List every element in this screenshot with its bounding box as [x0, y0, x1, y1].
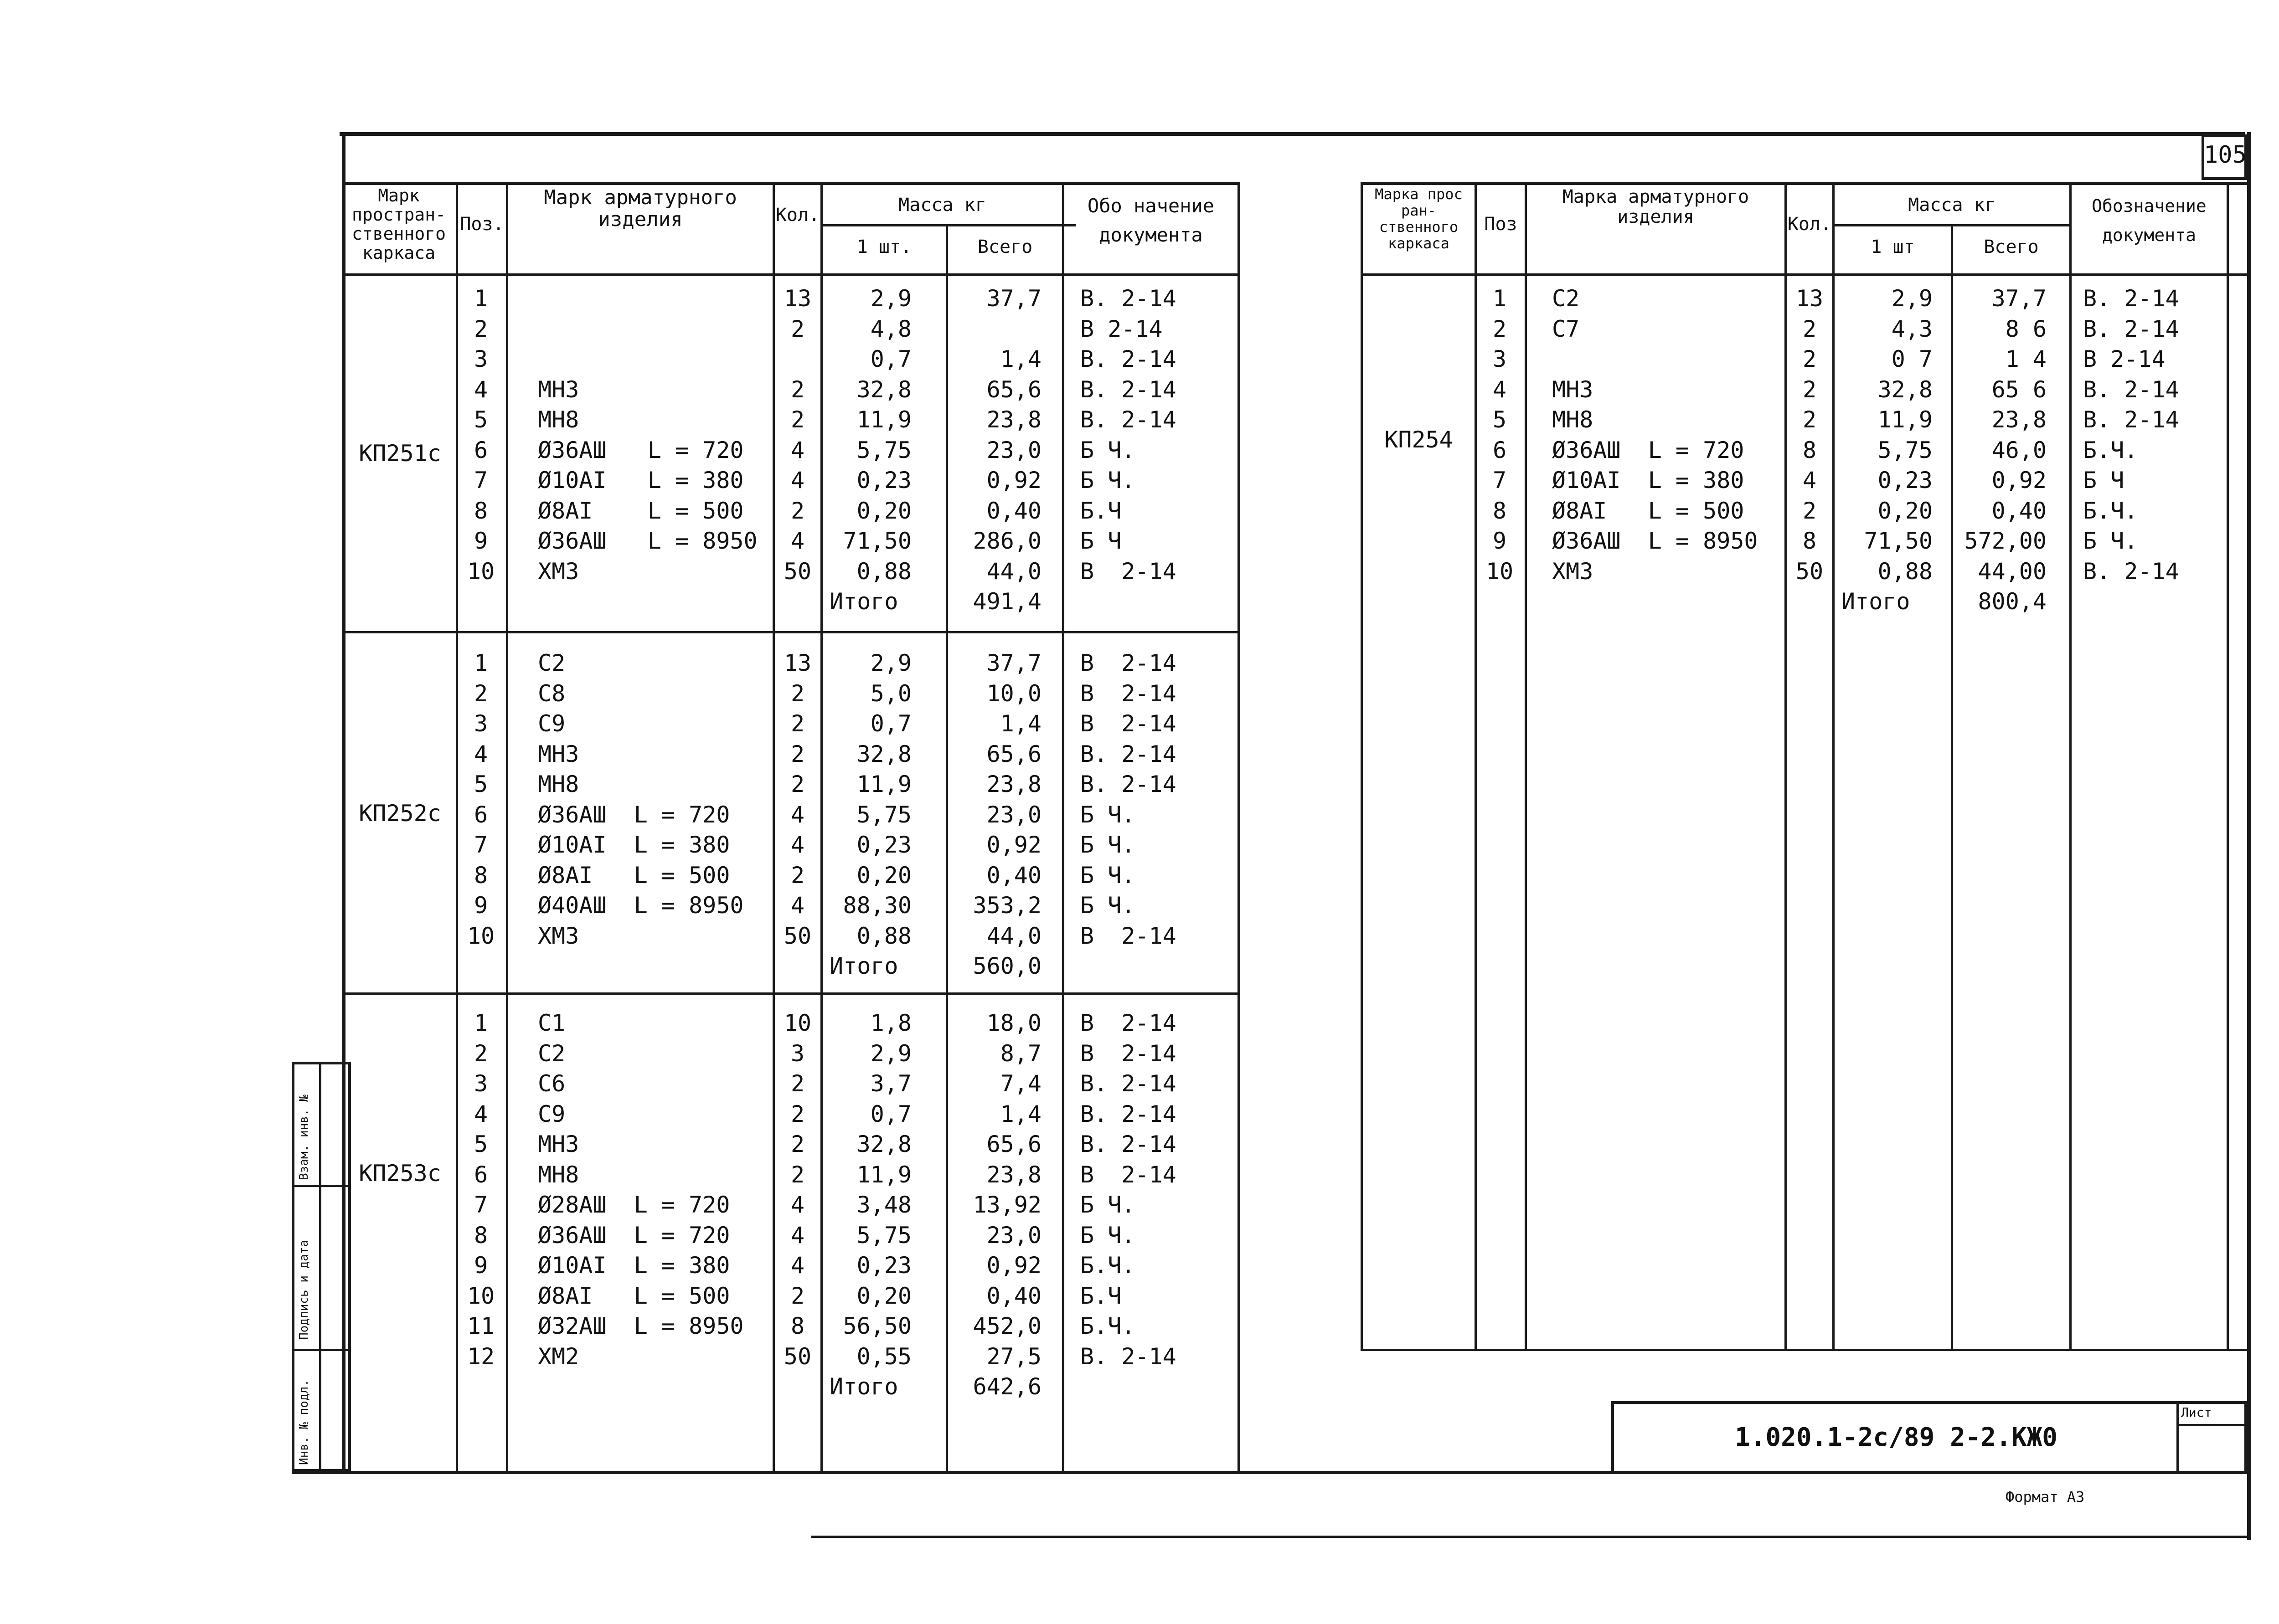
- row-qty: 2: [790, 1131, 805, 1157]
- row-qty: 13: [1795, 285, 1824, 312]
- row-pos: 1: [474, 650, 488, 676]
- row-item: Ø36АШ L = 720: [1552, 437, 1744, 463]
- row-doc: В 2-14: [2083, 346, 2166, 372]
- row-item: Ø32АШ L = 8950: [538, 1313, 744, 1339]
- row-doc: В. 2-14: [1080, 1343, 1176, 1370]
- row-item: С2: [1552, 285, 1580, 312]
- row-pos: 10: [467, 558, 495, 585]
- total-value: 642,6: [973, 1373, 1042, 1400]
- row-item: МН3: [538, 1131, 579, 1157]
- row-doc: В. 2-14: [1080, 740, 1176, 767]
- row-mass-one: 32,8: [1877, 376, 1933, 403]
- row-mass-one: 0,7: [870, 1100, 912, 1127]
- row-doc: Б Ч.: [1080, 832, 1135, 858]
- row-mass-one: 0,88: [856, 558, 912, 585]
- left-header-qty: Кол.: [775, 205, 820, 226]
- row-pos: 1: [1492, 285, 1507, 312]
- row-mass-total: 8,7: [1000, 1040, 1042, 1067]
- row-mass-one: 0,23: [1877, 467, 1933, 493]
- row-mass-one: 5,0: [870, 680, 912, 707]
- row-doc: Б Ч.: [1080, 437, 1135, 463]
- row-mass-total: 1 4: [2005, 346, 2047, 372]
- row-item: ХМ3: [1552, 558, 1593, 585]
- row-qty: 2: [1802, 497, 1817, 524]
- row-doc: Б Ч.: [2083, 528, 2138, 554]
- row-qty: 8: [1802, 528, 1817, 554]
- right-header-mass-one: 1 шт: [1871, 236, 1915, 257]
- row-mass-total: 27,5: [986, 1343, 1042, 1370]
- row-qty: 2: [790, 315, 805, 342]
- frame-bottom-line: [811, 1536, 2247, 1538]
- row-mass-total: 65,6: [986, 1131, 1042, 1157]
- total-value: 491,4: [973, 588, 1042, 615]
- row-doc: В. 2-14: [2083, 315, 2179, 342]
- row-doc: В. 2-14: [1080, 771, 1176, 797]
- row-qty: 2: [790, 497, 805, 524]
- row-qty: 13: [784, 650, 812, 676]
- row-mass-one: 3,7: [870, 1070, 912, 1097]
- row-item: Ø10АI L = 380: [538, 467, 744, 493]
- row-pos: 7: [1492, 467, 1507, 493]
- row-mass-total: 0,40: [986, 497, 1042, 524]
- row-mass-one: 2,9: [1891, 285, 1933, 312]
- row-item: Ø8АI L = 500: [1552, 497, 1744, 524]
- row-doc: В 2-14: [1080, 1010, 1176, 1036]
- row-doc: Б.Ч.: [2083, 497, 2138, 524]
- row-mass-total: 0,40: [986, 1282, 1042, 1309]
- row-mass-total: 37,7: [986, 650, 1042, 676]
- row-qty: 2: [790, 771, 805, 797]
- right-header-doc: Обозначение документа: [2092, 196, 2207, 245]
- row-pos: 3: [474, 710, 488, 737]
- row-mass-one: 0 7: [1891, 346, 1933, 372]
- row-mass-total: 8 6: [2005, 315, 2047, 342]
- row-doc: Б.Ч: [1080, 1282, 1122, 1309]
- row-doc: Б.Ч.: [2083, 437, 2138, 463]
- row-mass-total: 572,00: [1964, 528, 2047, 554]
- group-mark: КП251с: [359, 440, 441, 467]
- row-qty: 4: [790, 528, 805, 554]
- row-pos: 6: [1492, 437, 1507, 463]
- right-header-mass: Масса кг: [1908, 195, 1996, 216]
- total-value: 560,0: [973, 953, 1042, 979]
- row-mass-total: 0,40: [986, 862, 1042, 889]
- row-mass-total: 23,0: [986, 1222, 1042, 1249]
- row-item: Ø36АШ L = 720: [538, 1222, 730, 1249]
- row-mass-total: 286,0: [973, 528, 1042, 554]
- row-qty: 2: [1802, 376, 1817, 403]
- row-mass-one: 0,88: [1877, 558, 1933, 585]
- row-pos: 9: [474, 892, 488, 919]
- row-item: Ø36АШ L = 8950: [1552, 528, 1758, 554]
- row-mass-one: 0,23: [856, 1252, 912, 1279]
- row-pos: 1: [474, 1010, 488, 1036]
- row-pos: 2: [474, 1040, 488, 1067]
- row-mass-total: 353,2: [973, 892, 1042, 919]
- group-mark: КП252с: [359, 800, 441, 827]
- row-pos: 10: [467, 1282, 495, 1309]
- row-doc: В 2-14: [1080, 680, 1176, 707]
- row-mass-one: 2,9: [870, 650, 912, 676]
- row-item: МН8: [538, 1161, 579, 1188]
- row-mass-one: 4,8: [870, 315, 912, 342]
- right-header-item: Марка арматурного изделия: [1562, 186, 1749, 227]
- row-doc: В. 2-14: [1080, 285, 1176, 312]
- row-mass-total: 0,92: [986, 1252, 1042, 1279]
- total-value: 800,4: [1978, 588, 2047, 615]
- right-header-pos: Поз: [1484, 214, 1517, 235]
- row-mass-total: 23,0: [986, 437, 1042, 463]
- row-item: Ø10АI L = 380: [538, 1252, 730, 1279]
- row-qty: 50: [1795, 558, 1824, 585]
- row-doc: Б Ч.: [1080, 801, 1135, 828]
- row-pos: 4: [474, 1100, 488, 1127]
- row-mass-total: 23,8: [986, 1161, 1042, 1188]
- row-doc: В. 2-14: [2083, 558, 2179, 585]
- left-header-mark: Марк простран- ственного каркаса: [352, 185, 446, 263]
- row-doc: В. 2-14: [1080, 346, 1176, 372]
- total-label: Итого: [830, 1373, 898, 1400]
- row-qty: 8: [790, 1313, 805, 1339]
- row-pos: 7: [474, 832, 488, 858]
- row-mass-total: 23,8: [986, 771, 1042, 797]
- row-qty: 2: [790, 1282, 805, 1309]
- row-qty: 2: [790, 680, 805, 707]
- row-doc: Б Ч: [1080, 528, 1122, 554]
- row-qty: 2: [790, 376, 805, 403]
- row-mass-total: 0,92: [986, 467, 1042, 493]
- row-pos: 5: [474, 406, 488, 433]
- row-mass-one: 32,8: [856, 376, 912, 403]
- row-pos: 3: [474, 346, 488, 372]
- row-doc: В. 2-14: [1080, 406, 1176, 433]
- row-doc: В 2-14: [1080, 1161, 1176, 1188]
- row-item: С9: [538, 710, 566, 737]
- row-pos: 5: [474, 771, 488, 797]
- row-item: С2: [538, 1040, 566, 1067]
- row-mass-one: 0,20: [1877, 497, 1933, 524]
- row-item: ХМ3: [538, 922, 579, 949]
- row-mass-one: 32,8: [856, 1131, 912, 1157]
- row-doc: В. 2-14: [2083, 285, 2179, 312]
- row-item: МН3: [538, 376, 579, 403]
- row-mass-total: 0,40: [1991, 497, 2047, 524]
- row-mass-one: 11,9: [856, 771, 912, 797]
- row-doc: В 2-14: [1080, 558, 1176, 585]
- row-qty: 2: [1802, 315, 1817, 342]
- stamp-sign: Подпись и дата: [297, 1239, 311, 1340]
- row-pos: 6: [474, 1161, 488, 1188]
- row-mass-total: 10,0: [986, 680, 1042, 707]
- row-item: Ø8АI L = 500: [538, 497, 744, 524]
- row-pos: 8: [1492, 497, 1507, 524]
- row-pos: 2: [474, 315, 488, 342]
- row-item: С1: [538, 1010, 566, 1036]
- row-mass-total: 0,92: [1991, 467, 2047, 493]
- row-qty: 2: [790, 862, 805, 889]
- row-item: МН3: [538, 740, 579, 767]
- row-mass-one: 0,20: [856, 497, 912, 524]
- row-pos: 10: [467, 922, 495, 949]
- row-mass-total: 7,4: [1000, 1070, 1042, 1097]
- row-item: Ø36АШ L = 720: [538, 437, 744, 463]
- row-mass-one: 0,7: [870, 710, 912, 737]
- row-pos: 9: [474, 1252, 488, 1279]
- row-doc: В 2-14: [1080, 1040, 1176, 1067]
- row-qty: 13: [784, 285, 812, 312]
- row-mass-total: 65 6: [1991, 376, 2047, 403]
- row-pos: 3: [474, 1070, 488, 1097]
- row-doc: Б Ч: [2083, 467, 2124, 493]
- row-mass-total: 37,7: [986, 285, 1042, 312]
- row-mass-total: 37,7: [1991, 285, 2047, 312]
- row-doc: В. 2-14: [2083, 406, 2179, 433]
- row-qty: 2: [790, 710, 805, 737]
- row-mass-total: 44,00: [1978, 558, 2047, 585]
- row-doc: Б Ч.: [1080, 862, 1135, 889]
- row-mass-total: 44,0: [986, 922, 1042, 949]
- row-mass-one: 0,55: [856, 1343, 912, 1370]
- row-pos: 4: [474, 376, 488, 403]
- row-mass-one: 0,88: [856, 922, 912, 949]
- row-item: Ø40АШ L = 8950: [538, 892, 744, 919]
- row-mass-one: 0,23: [856, 832, 912, 858]
- row-mass-total: 23,0: [986, 801, 1042, 828]
- row-qty: 2: [1802, 406, 1817, 433]
- row-item: Ø36АШ L = 8950: [538, 528, 758, 554]
- row-mass-one: 2,9: [870, 1040, 912, 1067]
- row-qty: 4: [790, 1252, 805, 1279]
- row-mass-total: 44,0: [986, 558, 1042, 585]
- row-qty: 2: [790, 406, 805, 433]
- row-doc: Б Ч.: [1080, 1192, 1135, 1218]
- right-header-mass-total: Всего: [1984, 236, 2039, 257]
- row-mass-one: 4,3: [1891, 315, 1933, 342]
- row-doc: Б Ч.: [1080, 892, 1135, 919]
- row-doc: Б.Ч.: [1080, 1252, 1135, 1279]
- frame-right-border: [2247, 132, 2251, 1540]
- row-qty: 2: [790, 1161, 805, 1188]
- row-doc: В. 2-14: [1080, 1100, 1176, 1127]
- frame-top-line: [340, 132, 2245, 136]
- row-qty: 4: [790, 1192, 805, 1218]
- row-qty: 2: [790, 1100, 805, 1127]
- row-mass-total: 65,6: [986, 740, 1042, 767]
- row-mass-one: 11,9: [856, 1161, 912, 1188]
- row-item: Ø8АI L = 500: [538, 862, 730, 889]
- row-mass-one: 0,20: [856, 1282, 912, 1309]
- row-item: С7: [1552, 315, 1580, 342]
- row-qty: 8: [1802, 437, 1817, 463]
- row-mass-total: 452,0: [973, 1313, 1042, 1339]
- row-item: Ø10АI L = 380: [538, 832, 730, 858]
- format-label: Формат А3: [2006, 1488, 2085, 1506]
- row-item: МН8: [1552, 406, 1593, 433]
- right-header-mark: Марка прос ран- ственного каркаса: [1375, 185, 1463, 252]
- row-pos: 10: [1485, 558, 1514, 585]
- row-mass-total: 23,8: [1991, 406, 2047, 433]
- row-pos: 2: [1492, 315, 1507, 342]
- row-doc: В. 2-14: [1080, 376, 1176, 403]
- row-pos: 4: [1492, 376, 1507, 403]
- row-doc: В 2-14: [1080, 710, 1176, 737]
- left-header-mass-one: 1 шт.: [856, 236, 912, 257]
- row-item: ХМ2: [538, 1343, 579, 1370]
- row-item: Ø8АI L = 500: [538, 1282, 730, 1309]
- row-mass-one: 0,7: [870, 346, 912, 372]
- row-item: МН8: [538, 406, 579, 433]
- row-mass-one: 5,75: [856, 801, 912, 828]
- row-mass-one: 0,23: [856, 467, 912, 493]
- row-qty: 2: [1802, 346, 1817, 372]
- row-qty: 4: [1802, 467, 1817, 493]
- row-mass-one: 11,9: [856, 406, 912, 433]
- row-pos: 8: [474, 497, 488, 524]
- row-qty: 4: [790, 1222, 805, 1249]
- row-item: Ø10АI L = 380: [1552, 467, 1744, 493]
- row-qty: 4: [790, 801, 805, 828]
- left-header-mass: Масса кг: [898, 195, 986, 216]
- row-item: С9: [538, 1100, 566, 1127]
- row-pos: 6: [474, 801, 488, 828]
- row-qty: 2: [790, 740, 805, 767]
- row-item: С2: [538, 650, 566, 676]
- row-pos: 9: [1492, 528, 1507, 554]
- row-mass-total: 1,4: [1000, 1100, 1042, 1127]
- row-pos: 5: [474, 1131, 488, 1157]
- total-label: Итого: [830, 953, 898, 979]
- row-item: МН3: [1552, 376, 1593, 403]
- row-pos: 11: [467, 1313, 495, 1339]
- row-mass-one: 0,20: [856, 862, 912, 889]
- row-mass-total: 13,92: [973, 1192, 1042, 1218]
- row-mass-total: 65,6: [986, 376, 1042, 403]
- row-mass-one: 2,9: [870, 285, 912, 312]
- row-mass-total: 0,92: [986, 832, 1042, 858]
- row-mass-total: 1,4: [1000, 346, 1042, 372]
- row-pos: 8: [474, 1222, 488, 1249]
- row-mass-total: 46,0: [1991, 437, 2047, 463]
- left-header-mass-total: Всего: [977, 236, 1033, 257]
- row-item: ХМ3: [538, 558, 579, 585]
- row-doc: Б.Ч: [1080, 497, 1122, 524]
- row-mass-one: 1,8: [870, 1010, 912, 1036]
- row-mass-one: 71,50: [1864, 528, 1933, 554]
- stamp-inv: Инв. № подл.: [297, 1379, 311, 1465]
- left-header-doc: Обо начение документа: [1087, 195, 1215, 246]
- stamp-vzam: Взам. инв. №: [297, 1095, 311, 1180]
- sheet-label: Лист: [2181, 1405, 2212, 1420]
- row-pos: 7: [474, 467, 488, 493]
- row-mass-one: 11,9: [1877, 406, 1933, 433]
- left-header-item: Марк арматурного изделия: [544, 186, 737, 231]
- row-qty: 50: [784, 1343, 812, 1370]
- row-mass-one: 88,30: [843, 892, 912, 919]
- row-item: Ø36АШ L = 720: [538, 801, 730, 828]
- row-qty: 4: [790, 832, 805, 858]
- row-doc: Б Ч.: [1080, 467, 1135, 493]
- row-pos: 5: [1492, 406, 1507, 433]
- row-qty: 4: [790, 467, 805, 493]
- row-pos: 3: [1492, 346, 1507, 372]
- group-mark: КП254: [1384, 427, 1453, 453]
- left-header-pos: Поз.: [460, 214, 504, 235]
- row-qty: 3: [790, 1040, 805, 1067]
- row-doc: В. 2-14: [1080, 1131, 1176, 1157]
- row-doc: Б.Ч.: [1080, 1313, 1135, 1339]
- document-code: 1.020.1-2с/89 2-2.КЖ0: [1734, 1423, 2057, 1452]
- row-mass-one: 5,75: [856, 437, 912, 463]
- row-item: МН8: [538, 771, 579, 797]
- row-mass-total: 23,8: [986, 406, 1042, 433]
- row-doc: В 2-14: [1080, 922, 1176, 949]
- row-doc: В 2-14: [1080, 650, 1176, 676]
- row-qty: 50: [784, 922, 812, 949]
- row-item: С6: [538, 1070, 566, 1097]
- row-pos: 8: [474, 862, 488, 889]
- row-qty: 50: [784, 558, 812, 585]
- row-pos: 12: [467, 1343, 495, 1370]
- row-item: С8: [538, 680, 566, 707]
- row-doc: В. 2-14: [2083, 376, 2179, 403]
- row-pos: 7: [474, 1192, 488, 1218]
- row-doc: В 2-14: [1080, 315, 1163, 342]
- group-mark: КП253с: [359, 1160, 441, 1187]
- row-qty: 2: [790, 1070, 805, 1097]
- row-doc: Б Ч.: [1080, 1222, 1135, 1249]
- row-mass-one: 5,75: [1877, 437, 1933, 463]
- row-pos: 9: [474, 528, 488, 554]
- page-number: 105: [2204, 141, 2247, 169]
- row-qty: 10: [784, 1010, 812, 1036]
- total-label: Итого: [830, 588, 898, 615]
- row-item: Ø28АШ L = 720: [538, 1192, 730, 1218]
- row-qty: 4: [790, 892, 805, 919]
- row-doc: В. 2-14: [1080, 1070, 1176, 1097]
- total-label: Итого: [1841, 588, 1910, 615]
- row-mass-one: 3,48: [856, 1192, 912, 1218]
- row-pos: 6: [474, 437, 488, 463]
- row-mass-total: 18,0: [986, 1010, 1042, 1036]
- row-mass-one: 32,8: [856, 740, 912, 767]
- row-mass-one: 56,50: [843, 1313, 912, 1339]
- row-mass-one: 5,75: [856, 1222, 912, 1249]
- row-mass-one: 71,50: [843, 528, 912, 554]
- row-pos: 1: [474, 285, 488, 312]
- row-pos: 2: [474, 680, 488, 707]
- right-header-qty: Кол.: [1787, 214, 1832, 235]
- row-qty: 4: [790, 437, 805, 463]
- row-mass-total: 1,4: [1000, 710, 1042, 737]
- row-pos: 4: [474, 740, 488, 767]
